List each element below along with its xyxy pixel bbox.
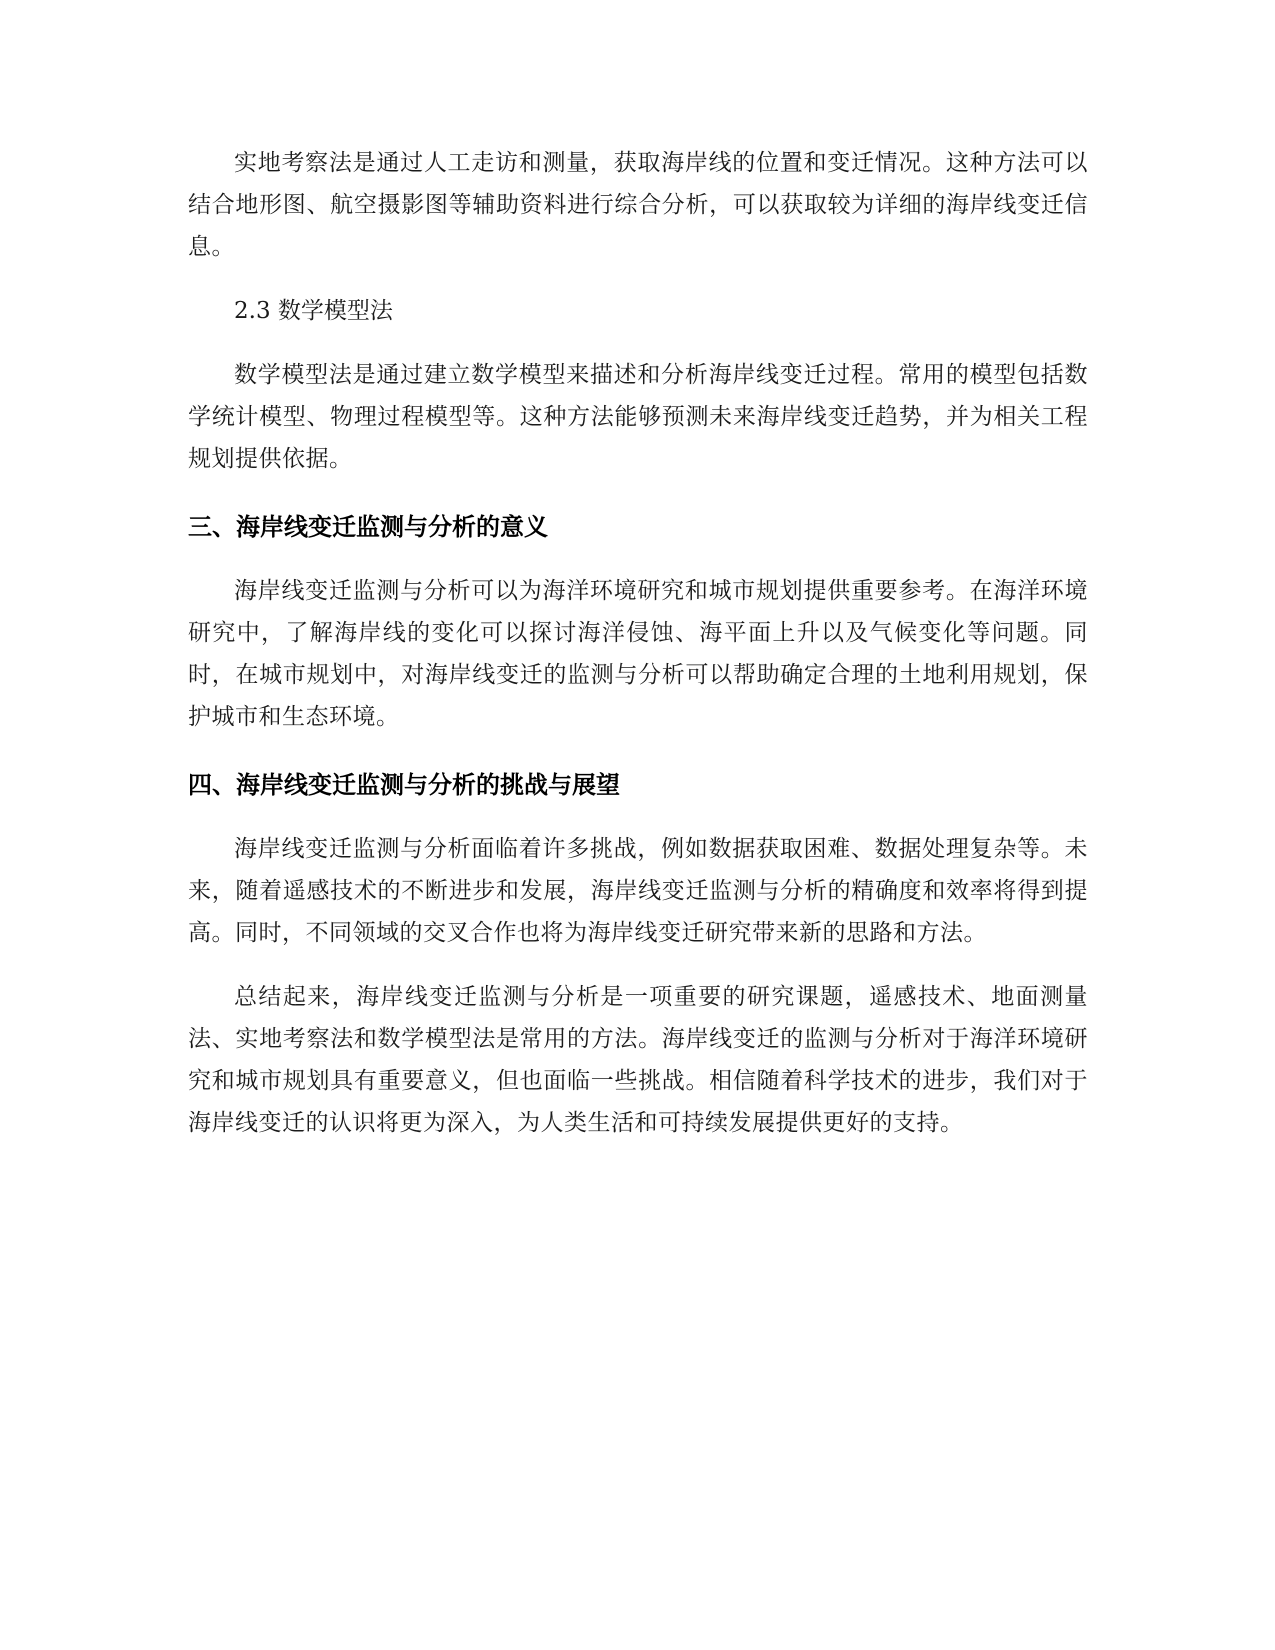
- subheading-2-3: 2.3 数学模型法: [234, 298, 393, 324]
- paragraph-significance: 海岸线变迁监测与分析可以为海洋环境研究和城市规划提供重要参考。在海洋环境研究中，了解海岸线的变化可以探讨海洋侵蚀、海平面上升以及气候变化等问题。同时，在城市规划中，对海岸线变迁的监测与分析可以帮助确定合理的土地利用规划，保护城市和生态环境。: [188, 578, 1088, 730]
- paragraph-math-model: 数学模型法是通过建立数学模型来描述和分析海岸线变迁过程。常用的模型包括数学统计模型、物理过程模型等。这种方法能够预测未来海岸线变迁趋势，并为相关工程规划提供依据。: [188, 362, 1088, 472]
- paragraph-field-survey: 实地考察法是通过人工走访和测量，获取海岸线的位置和变迁情况。这种方法可以结合地形图、航空摄影图等辅助资料进行综合分析，可以获取较为详细的海岸线变迁信息。: [188, 150, 1088, 260]
- heading-section-3: 三、海岸线变迁监测与分析的意义: [188, 513, 548, 541]
- paragraph-challenges: 海岸线变迁监测与分析面临着许多挑战，例如数据获取困难、数据处理复杂等。未来，随着遥感技术的不断进步和发展，海岸线变迁监测与分析的精确度和效率将得到提高。同时，不同领域的交叉合作也将为海岸线变迁研究带来新的思路和方法。: [188, 836, 1088, 946]
- heading-section-4: 四、海岸线变迁监测与分析的挑战与展望: [188, 771, 620, 799]
- document-page: [188, 142, 1088, 1144]
- paragraph-summary: 总结起来，海岸线变迁监测与分析是一项重要的研究课题，遥感技术、地面测量法、实地考察法和数学模型法是常用的方法。海岸线变迁的监测与分析对于海洋环境研究和城市规划具有重要意义，但也面临一些挑战。相信随着科学技术的进步，我们对于海岸线变迁的认识将更为深入，为人类生活和可持续发展提供更好的支持。: [188, 984, 1088, 1136]
